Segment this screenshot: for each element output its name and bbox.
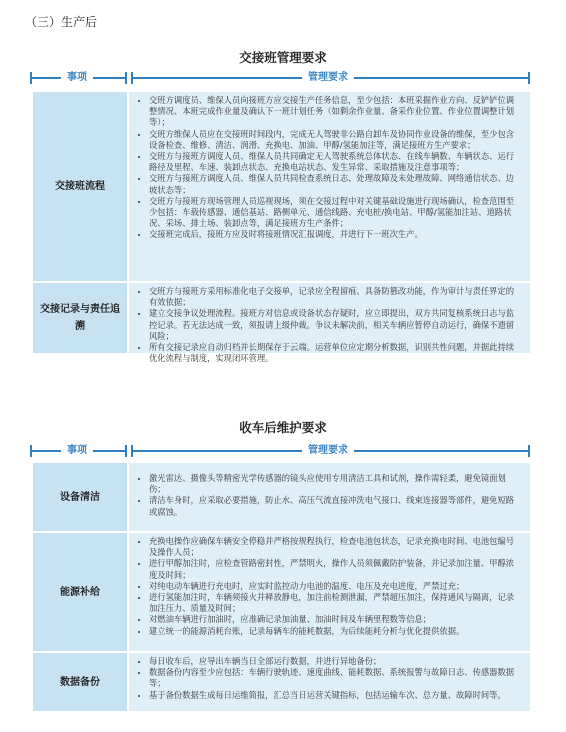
column-header-item: 事项 xyxy=(61,444,93,458)
section-title-handover: 交接班管理要求 xyxy=(239,50,327,65)
table-header-maintenance xyxy=(30,444,530,458)
list-item: • 建立统一的能源消耗台账，记录每辆车的能耗数据，为后续能耗分析与优化提供依据。 xyxy=(149,626,520,637)
row-requirements xyxy=(129,92,530,281)
row-item-label: 数据备份 xyxy=(33,653,127,711)
maintenance-table xyxy=(33,463,530,713)
list-item: • 对纯电动车辆进行充电时，应实时监控动力电池的温度、电压及充电进度，严禁过充； xyxy=(149,581,520,592)
table-row xyxy=(33,463,530,533)
list-item: • 交班方维保人员应在交接班时间段内，完成无人驾驶非公路自卸车及协同作业设备的维保，至少包含设备检查、维修、清洁、润滑、充换电、加油、甲醇/氢能加注等，满足接班方生产要求； xyxy=(149,129,520,151)
column-header-requirement: 管理要求 xyxy=(302,71,354,85)
table-row xyxy=(33,92,530,283)
column-header-requirement: 管理要求 xyxy=(302,444,354,458)
list-item: • 对燃油车辆进行加油时，应准确记录加油量、加油时间及车辆里程数等信息； xyxy=(149,614,520,625)
list-item: • 所有交接记录应自动归档并长期保存于云端。运营单位应定期分析数据，识别共性问题，并据此持续优化流程与制度，实现闭环管理。 xyxy=(149,342,520,364)
row-requirements xyxy=(129,463,530,531)
list-item: • 数据备份内容至少应包括：车辆行驶轨迹、速度曲线、能耗数据、系统报警与故障日志、传感器数据等； xyxy=(149,667,520,689)
row-requirements xyxy=(129,533,530,651)
row-item-label: 交接记录与责任追溯 xyxy=(33,283,127,353)
list-item: • 交班方与接班方调度人员、维保人员共同检查系统日志、处理故障及未处理故障、网络通信状态、边坡状态等； xyxy=(149,173,520,195)
row-requirements xyxy=(129,283,530,364)
list-item: • 交接班完成后，接班方应及时将接班情况汇报调度，并进行下一班次生产。 xyxy=(149,229,520,240)
list-item: • 交班方与接班方现场管理人员巡视现场，须在交接过程中对关键基础设施进行现场确认，检查范围至少包括：车载传感器、通信基站、路侧单元、通信线路、充电桩/换电站、甲醇/氢能加注站、道路状况、采场、排土场、装卸点等，满足接班方生产条件； xyxy=(149,196,520,230)
table-row xyxy=(33,283,530,364)
list-item: • 清洁车身时，应采取必要措施，防止水、高压气流直接冲洗电气接口、线束连接器等部件，避免短路或腐蚀。 xyxy=(149,495,520,517)
table-row xyxy=(33,533,530,653)
list-item: • 基于备份数据生成每日运维简报，汇总当日运营关键指标，包括运输车次、总方量、故障时间等。 xyxy=(149,690,520,701)
list-item: • 激光雷达、摄像头等精密光学传感器的镜头应使用专用清洁工具和试剂，操作需轻柔，避免镜面划伤； xyxy=(149,473,520,495)
row-item-label: 设备清洁 xyxy=(33,463,127,531)
list-item: • 每日收车后，应导出车辆当日全部运行数据，并进行异地备份； xyxy=(149,656,520,667)
section-title-post-shift-maintenance: 收车后维护要求 xyxy=(239,420,327,435)
row-item-label: 交接班流程 xyxy=(33,92,127,281)
section-heading: （三）生产后 xyxy=(25,15,98,29)
list-item: • 进行氢能加注时，车辆须接火并释放静电，加注前检测泄漏，严禁超压加注，保持通风与隔离，记录加注压力、质量及时间； xyxy=(149,592,520,614)
row-item-label: 能源补给 xyxy=(33,533,127,651)
table-header-handover xyxy=(30,71,530,85)
list-item: • 交班方与接班方采用标准化电子交接单，记录应全程留痕、具备防篡改功能，作为审计与责任界定的有效依据； xyxy=(149,286,520,308)
handover-table xyxy=(33,92,530,364)
column-header-item: 事项 xyxy=(61,71,93,85)
table-row xyxy=(33,653,530,713)
list-item: • 交班方与接班方调度人员、维保人员共同确定无人驾驶系统总体状态、在线车辆数、车辆状态、运行路径及里程、车速、装卸点状态、充换电站状态、发生异常、采取措施及注意事项等； xyxy=(149,151,520,173)
list-item: • 进行甲醇加注时，应检查管路密封性，严禁明火，操作人员须佩戴防护装备，并记录加注量、甲醇浓度及时间； xyxy=(149,558,520,580)
list-item: • 充换电操作应确保车辆安全停稳并严格按规程执行，检查电池包状态，记录充换电时间、电池包编号及操作人员； xyxy=(149,536,520,558)
row-requirements xyxy=(129,653,530,711)
list-item: • 交班方调度员、维保人员向接班方应交接生产任务信息，至少包括：本班采掘作业方向、反铲铲位调整情况、本班完成作业量及确认下一班计划任务（如剩余作业量、备采作业位置、作业位置调整计划等）； xyxy=(149,95,520,129)
list-item: • 建立交接争议处理流程。接班方对信息或设备状态存疑时，应立即提出，双方共同复核系统日志与监控记录。若无法达成一致，须报请上级仲裁。争议未解决前，相关车辆应暂停自动运行，确保不遗留风险； xyxy=(149,308,520,342)
